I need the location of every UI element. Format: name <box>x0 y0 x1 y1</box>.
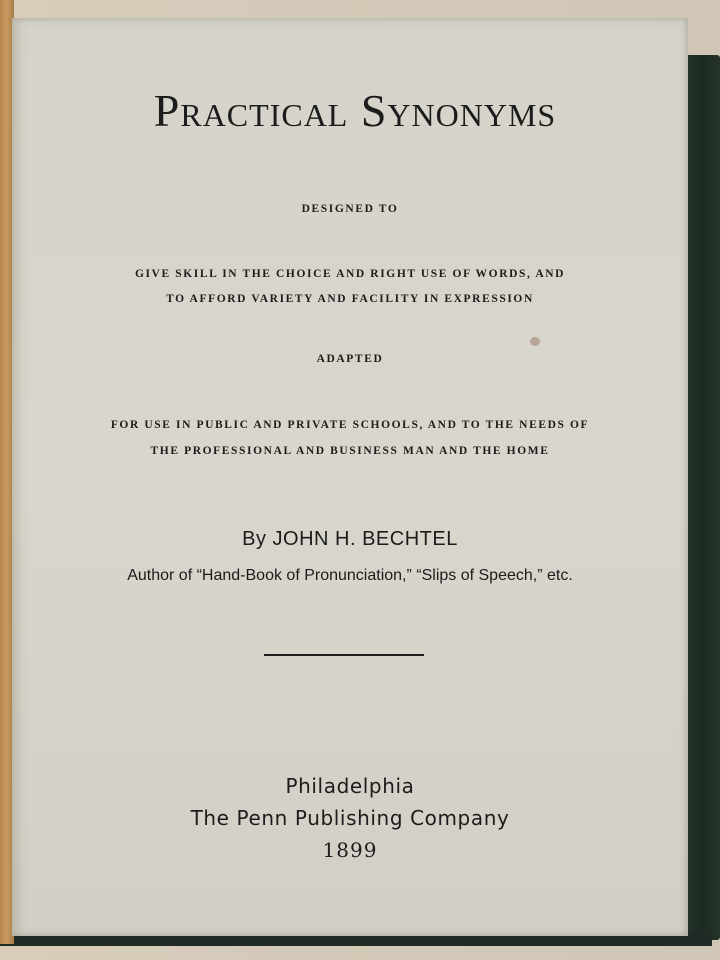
publication-year: 1899 <box>322 838 378 862</box>
adapted-label: ADAPTED <box>316 353 384 365</box>
page-stain <box>530 337 540 346</box>
publisher-name: The Penn Publishing Company <box>190 806 510 830</box>
purpose-line-1: GIVE SKILL IN THE CHOICE AND RIGHT USE OF WORDS, AND <box>134 268 566 280</box>
title-page <box>12 18 688 936</box>
use-line-1: FOR USE IN PUBLIC AND PRIVATE SCHOOLS, AND TO THE NEEDS OF <box>110 419 590 431</box>
publication-place: Philadelphia <box>285 774 415 798</box>
book-title: Practical Synonyms <box>153 85 557 136</box>
author-name: By JOHN H. BECHTEL <box>242 528 458 550</box>
designed-to-label: DESIGNED TO <box>301 203 399 215</box>
author-works: Author of “Hand-Book of Pronunciation,” “Slips of Speech,” etc. <box>127 567 573 584</box>
purpose-line-2: TO AFFORD VARIETY AND FACILITY IN EXPRESSION <box>166 293 534 305</box>
divider-rule <box>264 654 424 656</box>
use-line-2: THE PROFESSIONAL AND BUSINESS MAN AND THE HOME <box>150 445 550 457</box>
